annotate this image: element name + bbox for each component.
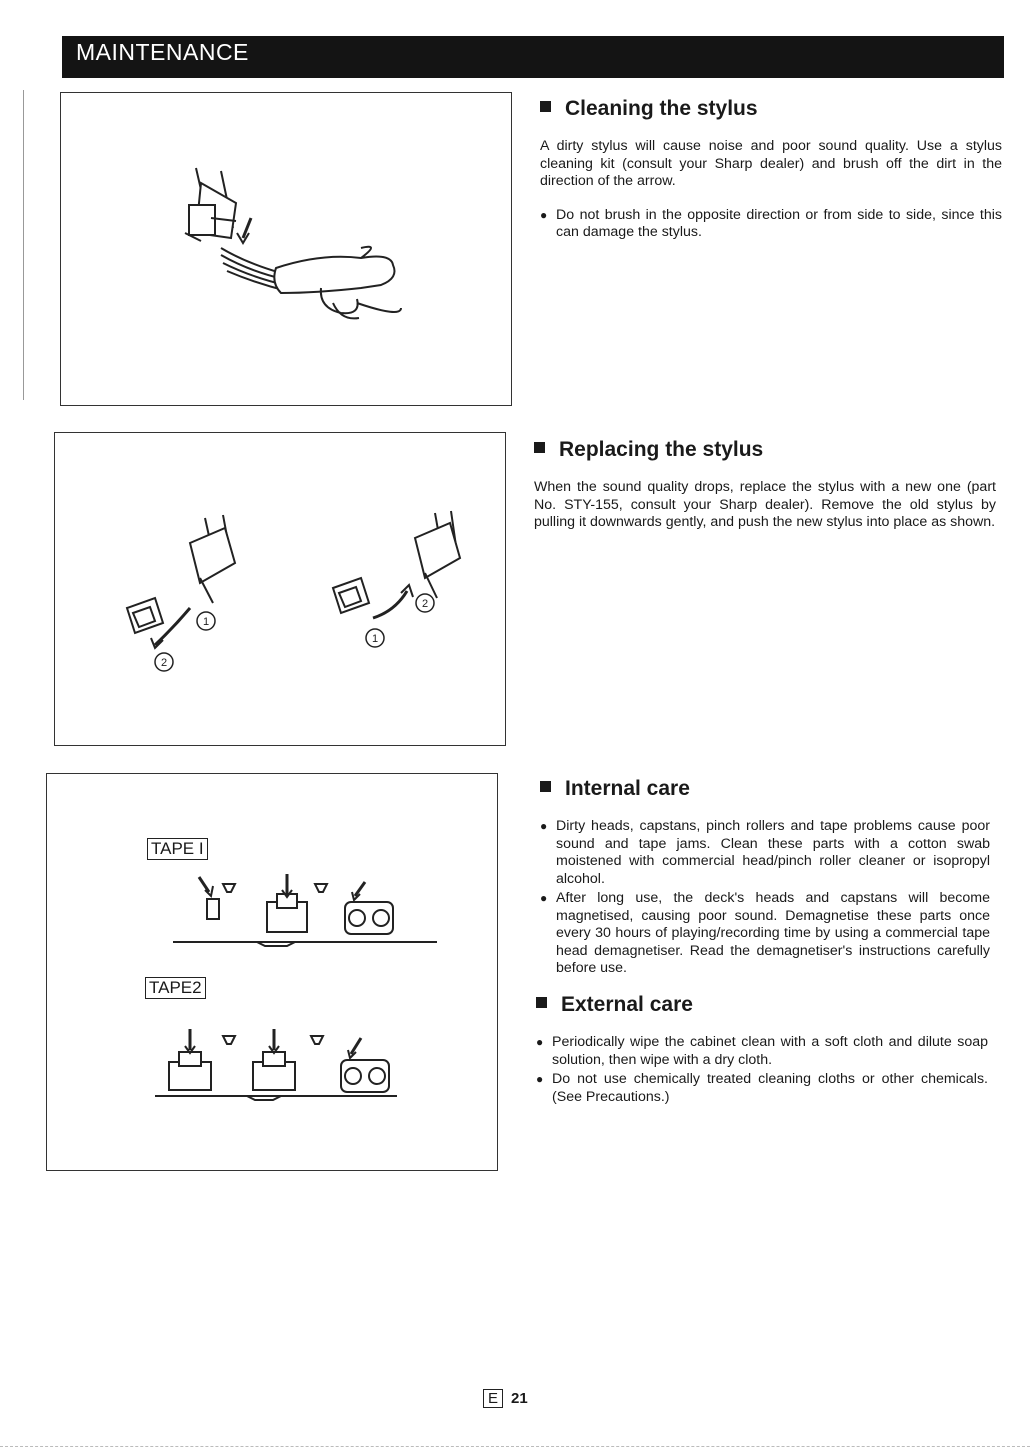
external-care-heading: External care <box>536 992 988 1018</box>
replacing-heading: Replacing the stylus <box>534 437 996 463</box>
list-item: ● Do not use chemically treated cleaning cloths or other chemicals. (See Precautions.) <box>536 1071 988 1106</box>
step-one-label: 1 <box>371 633 379 645</box>
tape-heads-drawing <box>47 774 497 1170</box>
step-two-label: 2 <box>421 598 429 610</box>
internal-care-bullets <box>540 818 990 978</box>
replacing-paragraph: When the sound quality drops, replace the stylus with a new one (part No. STY-155, consult your Sharp dealer). Remove the old stylus by pulling it downwards gently, and push the new stylus into place as shown. <box>534 479 996 530</box>
tape2-label: TAPE2 <box>145 977 206 999</box>
tape1-label: TAPE I <box>147 838 208 860</box>
step-two-label: 2 <box>160 657 168 669</box>
heading-square-icon <box>540 101 551 112</box>
replacing-section <box>534 437 996 548</box>
cleaning-section <box>540 96 1002 244</box>
heading-square-icon <box>534 442 545 453</box>
step-one-label: 1 <box>202 616 210 628</box>
list-item: ● After long use, the deck's heads and capstans will become magnetised, causing poor sound. Demagnetise these parts once every 30 hours of playing/recording time by using a commercial tape head demagnetiser. Read the demagnetiser's instructions carefully before use. <box>540 890 990 978</box>
language-badge: E <box>483 1389 503 1408</box>
external-care-section <box>536 992 988 1108</box>
replace-stylus-drawing <box>55 433 505 745</box>
section-header-bar <box>62 36 1004 78</box>
internal-care-heading: Internal care <box>540 776 990 802</box>
heading-square-icon <box>540 781 551 792</box>
external-care-bullets <box>536 1034 988 1106</box>
brush-stylus-drawing <box>61 93 511 405</box>
heading-square-icon <box>536 997 547 1008</box>
page-number: 21 <box>511 1390 528 1407</box>
cleaning-heading: Cleaning the stylus <box>540 96 1002 122</box>
cleaning-illustration <box>60 92 512 406</box>
tape-care-illustration <box>46 773 498 1171</box>
internal-care-section <box>540 776 990 980</box>
list-item: ● Periodically wipe the cabinet clean with a soft cloth and dilute soap solution, then wipe with a dry cloth. <box>536 1034 988 1069</box>
margin-rule <box>23 90 24 400</box>
scan-edge-rule <box>0 1446 1030 1447</box>
cleaning-paragraph: A dirty stylus will cause noise and poor sound quality. Use a stylus cleaning kit (consult your Sharp dealer) and brush off the dirt in the direction of the arrow. <box>540 138 1002 189</box>
list-item: ● Dirty heads, capstans, pinch rollers and tape problems cause poor sound and tape jams. Clean these parts with a cotton swab moistened with commercial head/pinch roller cleaner or isopropyl alcohol. <box>540 818 990 888</box>
list-item: ● Do not brush in the opposite direction or from side to side, since this can damage the stylus. <box>540 207 1002 242</box>
page-footer <box>483 1389 528 1408</box>
replacing-illustration <box>54 432 506 746</box>
cleaning-bullets <box>540 207 1002 242</box>
page-title: MAINTENANCE <box>76 39 249 65</box>
